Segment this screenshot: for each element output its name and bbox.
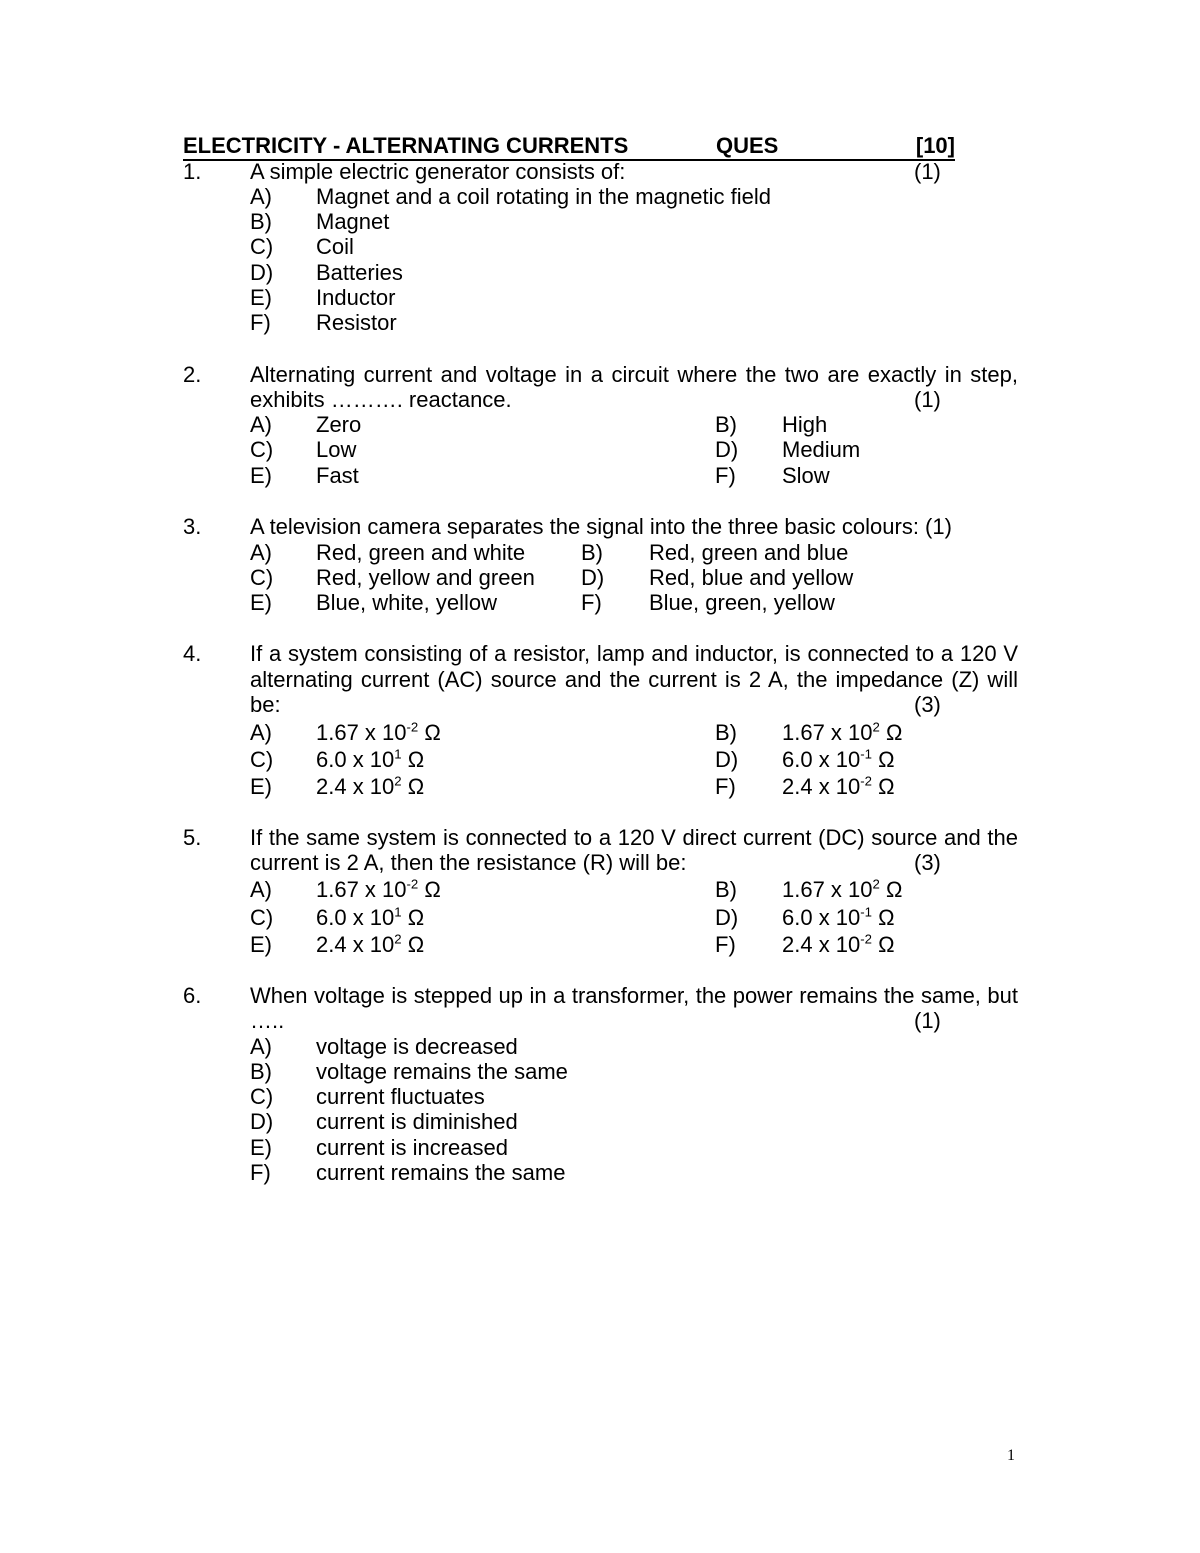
option-text: Resistor <box>316 310 397 335</box>
option-letter: B) <box>715 877 737 902</box>
option-letter: E) <box>250 285 272 310</box>
option-letter: A) <box>250 877 272 902</box>
option-letter: F) <box>250 1160 271 1185</box>
option-letter: E) <box>250 463 272 488</box>
option-letter: E) <box>250 774 272 799</box>
question-stem: alternating current (AC) source and the current is 2 A, the impedance (Z) will <box>250 667 1018 692</box>
option-text: Batteries <box>316 260 403 285</box>
question-stem: If the same system is connected to a 120 V direct current (DC) source and the <box>250 825 1018 850</box>
option-text: Coil <box>316 234 354 259</box>
option-letter: F) <box>250 310 271 335</box>
option-text: current remains the same <box>316 1160 566 1185</box>
option-text: Red, green and white <box>316 540 526 565</box>
option-text: current fluctuates <box>316 1084 485 1109</box>
option-text: Medium <box>782 437 861 462</box>
ques-label: QUES <box>716 133 779 158</box>
option-value: 6.0 x $10^1$ Ω <box>316 904 425 930</box>
total-marks: [10] <box>915 133 955 158</box>
option-letter: C) <box>250 1084 274 1109</box>
option-value: 2.4 x $10^2$ Ω <box>316 773 425 799</box>
option-letter: D) <box>715 905 739 930</box>
option-letter: D) <box>250 1109 274 1134</box>
option-value: 1.67 x $10^{-2}$ Ω <box>316 719 441 745</box>
question-marks: (3) <box>914 692 941 717</box>
option-text: Red, yellow and green <box>316 565 535 590</box>
option-letter: F) <box>581 590 602 615</box>
option-letter: A) <box>250 184 272 209</box>
option-value: 1.67 x $10^2$ Ω <box>782 719 903 745</box>
option-letter: B) <box>581 540 603 565</box>
option-text: Zero <box>316 412 362 437</box>
question-number: 1. <box>183 159 202 184</box>
question-number: 5. <box>183 825 202 850</box>
option-letter: D) <box>250 260 274 285</box>
option-value: 1.67 x $10^2$ Ω <box>782 876 903 902</box>
option-letter: B) <box>715 412 737 437</box>
option-letter: E) <box>250 932 272 957</box>
question-stem: Alternating current and voltage in a circuit where the two are exactly in step, <box>250 362 1018 387</box>
option-text: voltage is decreased <box>316 1034 518 1059</box>
option-letter: C) <box>250 234 274 259</box>
option-text: voltage remains the same <box>316 1059 568 1084</box>
option-value: 6.0 x $10^1$ Ω <box>316 746 425 772</box>
option-letter: E) <box>250 590 272 615</box>
question-number: 2. <box>183 362 202 387</box>
question-marks: (3) <box>914 850 941 875</box>
option-letter: C) <box>250 565 274 590</box>
option-value: 6.0 x $10^{-1}$ Ω <box>782 904 895 930</box>
question-marks: (1) <box>914 159 941 184</box>
option-letter: C) <box>250 437 274 462</box>
option-text: Blue, green, yellow <box>649 590 835 615</box>
page-title: ELECTRICITY - ALTERNATING CURRENTS <box>183 133 629 158</box>
question-stem: be: <box>250 692 281 717</box>
option-value: 2.4 x $10^{-2}$ Ω <box>782 773 895 799</box>
option-text: Low <box>316 437 357 462</box>
question-stem: If a system consisting of a resistor, lamp and inductor, is connected to a 120 V <box>250 641 1018 666</box>
option-letter: C) <box>250 905 274 930</box>
question-stem: A television camera separates the signal into the three basic colours: (1) <box>250 514 952 539</box>
option-letter: F) <box>715 932 736 957</box>
option-letter: B) <box>250 209 272 234</box>
option-letter: F) <box>715 774 736 799</box>
header-row <box>183 133 955 161</box>
option-text: Magnet and a coil rotating in the magnetic field <box>316 184 771 209</box>
question-number: 4. <box>183 641 202 666</box>
question-stem: exhibits ………. reactance. <box>250 387 512 412</box>
option-letter: B) <box>250 1059 272 1084</box>
option-letter: A) <box>250 412 272 437</box>
option-text: High <box>782 412 828 437</box>
question-number: 6. <box>183 983 202 1008</box>
option-letter: B) <box>715 720 737 745</box>
page-number: 1 <box>1007 1447 1015 1464</box>
option-text: current is diminished <box>316 1109 518 1134</box>
question-stem: A simple electric generator consists of: <box>250 159 626 184</box>
question-stem: When voltage is stepped up in a transformer, the power remains the same, but <box>250 983 1018 1008</box>
option-letter: E) <box>250 1135 272 1160</box>
option-value: 1.67 x $10^{-2}$ Ω <box>316 876 441 902</box>
question-stem: current is 2 A, then the resistance (R) will be: <box>250 850 687 875</box>
option-letter: D) <box>715 747 739 772</box>
question-marks: (1) <box>914 387 941 412</box>
option-text: Red, green and blue <box>649 540 849 565</box>
question-stem: ….. <box>250 1008 285 1033</box>
option-value: 2.4 x $10^{-2}$ Ω <box>782 931 895 957</box>
question-marks: (1) <box>914 1008 941 1033</box>
option-value: 6.0 x $10^{-1}$ Ω <box>782 746 895 772</box>
option-letter: A) <box>250 1034 272 1059</box>
option-text: Slow <box>782 463 830 488</box>
option-value: 2.4 x $10^2$ Ω <box>316 931 425 957</box>
option-text: Red, blue and yellow <box>649 565 854 590</box>
option-letter: D) <box>581 565 605 590</box>
option-text: Magnet <box>316 209 390 234</box>
option-text: Fast <box>316 463 359 488</box>
option-text: Inductor <box>316 285 396 310</box>
option-letter: A) <box>250 540 272 565</box>
option-letter: C) <box>250 747 274 772</box>
option-letter: F) <box>715 463 736 488</box>
option-text: Blue, white, yellow <box>316 590 497 615</box>
option-letter: D) <box>715 437 739 462</box>
option-text: current is increased <box>316 1135 508 1160</box>
question-number: 3. <box>183 514 202 539</box>
option-letter: A) <box>250 720 272 745</box>
